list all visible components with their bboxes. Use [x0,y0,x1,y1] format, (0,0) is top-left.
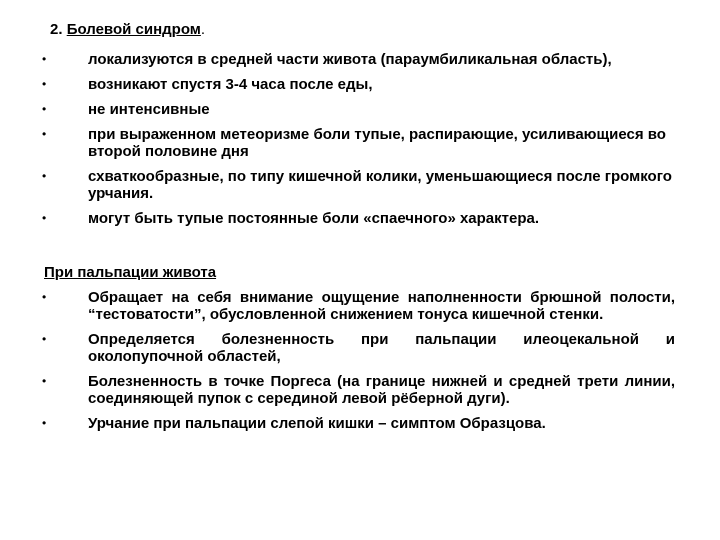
list-item [40,331,675,365]
list-item [40,415,675,432]
list-item-text: локализуются в средней части живота (параумбиликальная область), [88,51,612,68]
list-item [40,373,675,407]
bullet-icon: • [42,211,47,225]
bullet-icon: • [42,416,47,430]
bullet-icon: • [42,374,47,388]
bullet-icon: • [42,332,47,346]
palpation-findings-list [40,289,675,440]
bullet-icon: • [42,77,47,91]
list-item [40,101,680,118]
list-item-text: схваткообразные, по типу кишечной колики, уменьшающиеся после громкого урчания. [88,168,672,202]
list-item [40,168,680,202]
list-item [40,210,680,227]
list-item-text: Урчание при пальпации слепой кишки – симптом Образцова. [88,415,546,432]
list-item-text: могут быть тупые постоянные боли «спаечного» характера. [88,210,540,227]
list-item [40,51,680,68]
list-item-text: Болезненность в точке Поргеса (на границе нижней и средней трети линии, соединяющей пупок с серединой левой рёберной дуги). [88,373,675,407]
palpation-heading: При пальпации живота [44,264,217,281]
slide-title [50,21,205,38]
title-text: Болевой синдром [66,21,201,38]
list-item [40,76,680,93]
bullet-icon: • [42,52,47,66]
title-number: 2. [50,21,63,38]
list-item-text: возникают спустя 3-4 часа после еды, [88,76,373,93]
bullet-icon: • [42,127,47,141]
list-item-text: при выраженном метеоризме боли тупые, распирающие, усиливающиеся во второй половине дня [88,126,666,160]
bullet-icon: • [42,290,47,304]
list-item-text: не интенсивные [88,101,210,118]
list-item-text: Определяется болезненность при пальпации илеоцекальной и околопупочной областей, [88,331,675,365]
list-item [40,289,675,323]
bullet-icon: • [42,169,47,183]
list-item [40,126,680,160]
title-suffix: . [200,21,206,38]
pain-characteristics-list [40,51,680,235]
list-item-text: Обращает на себя внимание ощущение наполненности брюшной полости, “тестоватости”, обусловленной снижением тонуса кишечной стенки. [88,289,675,323]
bullet-icon: • [42,102,47,116]
